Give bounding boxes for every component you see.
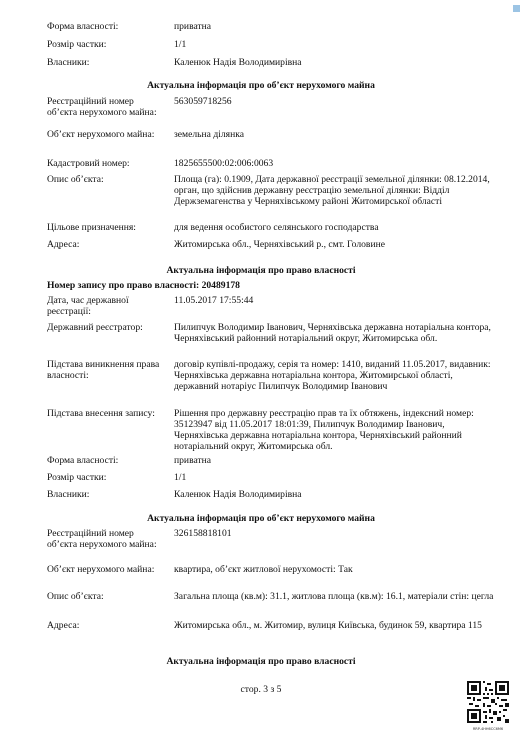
section-heading-property-1: Актуальна інформація про об’єкт нерухомого майна <box>147 80 375 91</box>
section-heading-right-2: Актуальна інформація про право власності <box>166 656 356 667</box>
field-label: Опис об’єкта: <box>47 591 104 602</box>
section-heading-right-1: Актуальна інформація про право власності <box>166 265 356 276</box>
field-value: 1/1 <box>174 39 187 50</box>
field-value: земельна ділянка <box>174 129 244 140</box>
field-value: Пилипчук Володимир Іванович, Черняхівська державна нотаріальна контора, Черняхівський районний нотаріальний округ, Житомирська обл. <box>174 322 491 344</box>
field-label: Об’єкт нерухомого майна: <box>47 564 155 575</box>
field-label: Розмір частки: <box>47 472 107 483</box>
field-label: Реєстраційний номер об’єкта нерухомого майна: <box>47 96 157 118</box>
section-heading-property-2: Актуальна інформація про об’єкт нерухомого майна <box>147 513 375 524</box>
field-label: Підстава внесення запису: <box>47 408 155 419</box>
field-value: 1825655500:02:006:0063 <box>174 158 274 169</box>
field-label: Реєстраційний номер об’єкта нерухомого майна: <box>47 528 157 550</box>
page-number: стор. 3 з 5 <box>240 684 282 695</box>
qr-code <box>467 681 509 723</box>
field-value: Каленюк Надія Володимирівна <box>174 489 302 500</box>
field-label: Адреса: <box>47 620 80 631</box>
qr-caption: RRP-4HH6CC6M6 <box>472 727 504 731</box>
field-label: Державний реєстратор: <box>47 322 143 333</box>
record-number: Номер запису про право власності: 20489178 <box>47 280 240 291</box>
field-value: 326158818101 <box>174 528 232 539</box>
field-label: Власники: <box>47 489 90 500</box>
field-label: Власники: <box>47 57 90 68</box>
field-label: Цільове призначення: <box>47 222 136 233</box>
field-value: приватна <box>174 21 212 32</box>
field-label: Опис об’єкта: <box>47 174 104 185</box>
field-value: Площа (га): 0.1909, Дата державної реєстрації земельної ділянки: 08.12.2014, орган, що здійснив державну реєстрацію земельної ділянки: Відділ Держземагенства у Черняхівському районі Житомирської області <box>174 174 490 207</box>
field-value: квартира, об’єкт житлової нерухомості: Так <box>174 564 353 575</box>
corner-mark <box>513 5 520 12</box>
field-label: Форма власності: <box>47 21 119 32</box>
field-label: Підстава виникнення права власності: <box>47 359 160 381</box>
field-value: 11.05.2017 17:55:44 <box>174 295 254 306</box>
field-label: Форма власності: <box>47 455 119 466</box>
field-label: Розмір частки: <box>47 39 107 50</box>
field-label: Дата, час державної реєстрації: <box>47 295 129 317</box>
field-value: для ведення особистого селянського господарства <box>174 222 379 233</box>
field-value: Рішення про державну реєстрацію прав та їх обтяжень, індексний номер: 35123947 від 11.05.2017 18:01:39, Пилипчук Володимир Іванович, Черняхівська державна нотаріальна контора, Черняхівський районний нотаріальний округ, Житомирська обл. <box>174 408 474 452</box>
field-value: приватна <box>174 455 212 466</box>
field-value: Житомирська обл., м. Житомир, вулиця Київська, будинок 59, квартира 115 <box>174 620 482 631</box>
field-label: Об’єкт нерухомого майна: <box>47 129 155 140</box>
field-label: Адреса: <box>47 239 80 250</box>
field-value: Житомирська обл., Черняхівський р., смт. Головине <box>174 239 385 250</box>
field-value: Загальна площа (кв.м): 31.1, житлова площа (кв.м): 16.1, матеріали стін: цегла <box>174 591 494 602</box>
field-value: 1/1 <box>174 472 187 483</box>
field-value: Каленюк Надія Володимирівна <box>174 57 302 68</box>
field-value: 563059718256 <box>174 96 232 107</box>
field-label: Кадастровий номер: <box>47 158 130 169</box>
field-value: договір купівлі-продажу, серія та номер: 1410, виданий 11.05.2017, видавник: Черняхівська державна нотаріальна контора, Житомирської області, державний нотаріус Пилипчук Володимир Іванович <box>174 359 491 392</box>
